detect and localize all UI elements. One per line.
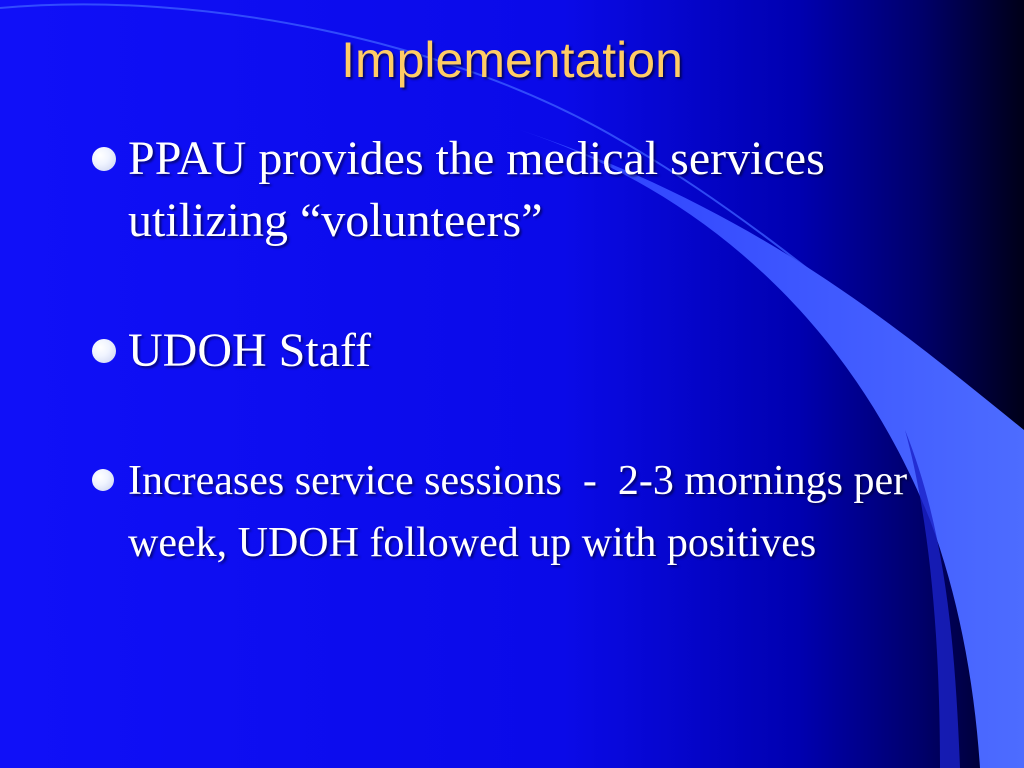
bullet-item — [88, 128, 908, 252]
slide-title: Implementation — [341, 32, 683, 88]
bullet-dot-icon — [92, 147, 116, 171]
bullet-text: PPAU provides the medical services utilizing “volunteers” — [128, 132, 837, 247]
bullet-text: UDOH Staff — [128, 324, 372, 377]
bullet-item — [88, 320, 908, 382]
bullet-list — [88, 128, 918, 574]
bullet-dot-icon — [92, 339, 116, 363]
bullet-dot-icon — [92, 469, 114, 491]
bullet-item — [88, 450, 918, 574]
bullet-text: Increases service sessions - 2-3 mornings per week, UDOH followed up with positives — [128, 458, 918, 566]
